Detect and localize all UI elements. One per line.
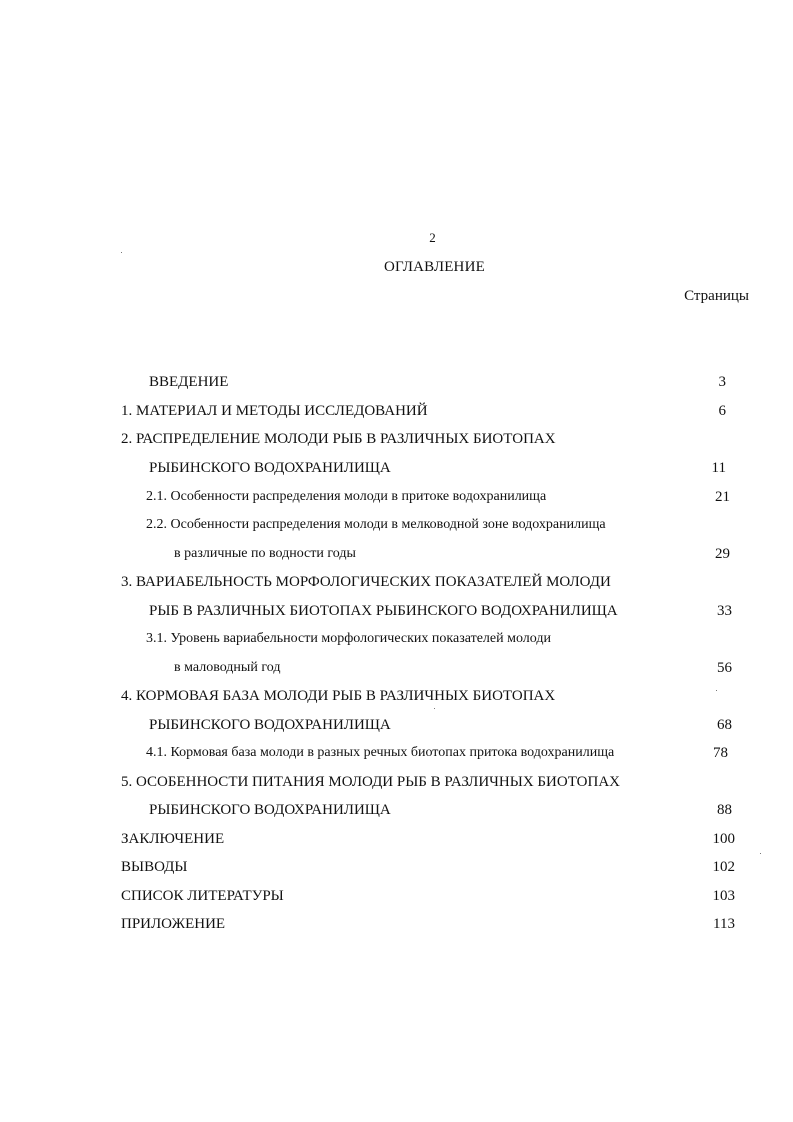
toc-page-number: 21 [715,489,730,505]
toc-entry-section-2-2: 2.2. Особенности распределения молоди в мелководной зоне водохранилища [146,517,606,532]
scan-speck [716,690,717,691]
toc-entry-chapter-5: 5. ОСОБЕННОСТИ ПИТАНИЯ МОЛОДИ РЫБ В РАЗЛИЧНЫХ БИОТОПАХ [121,774,620,790]
page-number: 2 [429,230,436,245]
toc-page-number: 100 [712,831,735,847]
toc-page-number: 6 [718,403,726,419]
toc-page-number: 56 [717,660,732,676]
toc-entry-chapter-4: 4. КОРМОВАЯ БАЗА МОЛОДИ РЫБ В РАЗЛИЧНЫХ БИОТОПАХ [121,688,556,704]
toc-entry-section-3-1: 3.1. Уровень вариабельности морфологических показателей молоди [146,631,551,646]
toc-entry-chapter-3-continuation: РЫБ В РАЗЛИЧНЫХ БИОТОПАХ РЫБИНСКОГО ВОДОХРАНИЛИЩА [149,603,618,619]
toc-page-number: 29 [715,546,730,562]
toc-entry-section-4-1: 4.1. Кормовая база молоди в разных речных биотопах притока водохранилища [146,745,615,760]
toc-page-number: 103 [712,888,735,904]
toc-entry-chapter-2: 2. РАСПРЕДЕЛЕНИЕ МОЛОДИ РЫБ В РАЗЛИЧНЫХ БИОТОПАХ [121,431,556,447]
toc-entry-section-3-1-continuation: в маловодный год [174,660,281,675]
toc-entry-chapter-5-continuation: РЫБИНСКОГО ВОДОХРАНИЛИЩА [149,802,391,818]
toc-entry-references: СПИСОК ЛИТЕРАТУРЫ [121,888,284,904]
toc-entry-chapter-1: 1. МАТЕРИАЛ И МЕТОДЫ ИССЛЕДОВАНИЙ [121,403,428,419]
toc-page-number: 33 [717,603,732,619]
toc-entry-findings: ВЫВОДЫ [121,859,188,875]
toc-entry-introduction: ВВЕДЕНИЕ [149,374,229,390]
scan-speck [121,252,122,253]
toc-entry-appendix: ПРИЛОЖЕНИЕ [121,916,226,932]
toc-page-number: 78 [713,745,728,761]
toc-page-number: 113 [713,916,735,932]
toc-page-number: 68 [717,717,732,733]
pages-column-label: Страницы [684,288,749,304]
toc-page-number: 11 [711,460,726,476]
toc-page-number: 3 [718,374,726,390]
toc-entry-section-2-1: 2.1. Особенности распределения молоди в притоке водохранилища [146,489,547,504]
toc-page-number: 102 [712,859,735,875]
toc-entry-conclusion: ЗАКЛЮЧЕНИЕ [121,831,225,847]
page-title: ОГЛАВЛЕНИЕ [384,259,485,275]
toc-entry-chapter-4-continuation: РЫБИНСКОГО ВОДОХРАНИЛИЩА [149,717,391,733]
toc-page-number: 88 [717,802,732,818]
toc-entry-chapter-2-continuation: РЫБИНСКОГО ВОДОХРАНИЛИЩА [149,460,391,476]
toc-entry-section-2-2-continuation: в различные по водности годы [174,546,356,561]
scan-speck [760,853,761,854]
toc-entry-chapter-3: 3. ВАРИАБЕЛЬНОСТЬ МОРФОЛОГИЧЕСКИХ ПОКАЗАТЕЛЕЙ МОЛОДИ [121,574,611,590]
scan-speck [434,708,435,709]
